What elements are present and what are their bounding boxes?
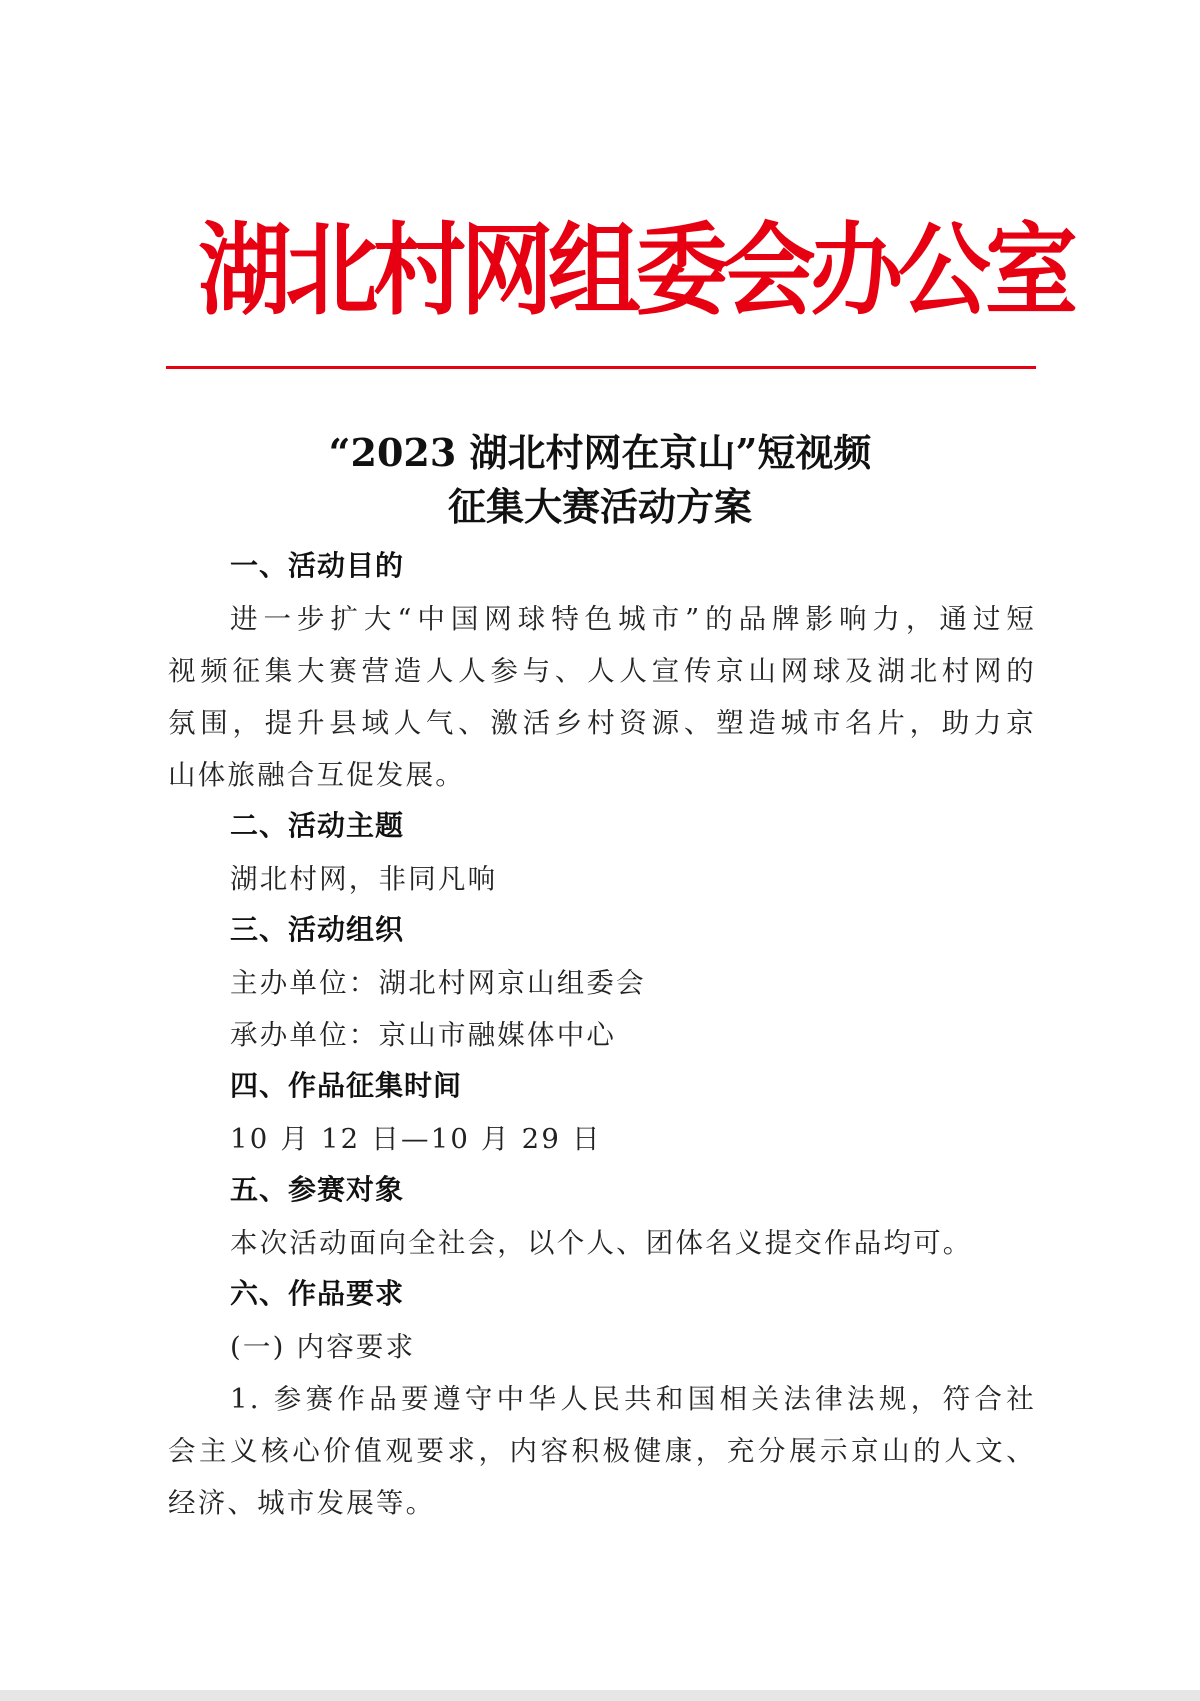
paragraph-line: 会主义核心价值观要求，内容积极健康，充分展示京山的人文、 [168, 1435, 1036, 1467]
section-heading-purpose: 一、活动目的 [230, 549, 405, 582]
paragraph-line: 进一步扩大“中国网球特色城市”的品牌影响力，通过短 [230, 603, 1036, 635]
paragraph-line: 经济、城市发展等。 [168, 1487, 436, 1519]
section-heading-collection-time: 四、作品征集时间 [230, 1069, 463, 1102]
paragraph-line: 承办单位：京山市融媒体中心 [230, 1019, 617, 1051]
section-heading-participants: 五、参赛对象 [230, 1173, 405, 1206]
paragraph-line: 主办单位：湖北村网京山组委会 [230, 967, 646, 999]
paragraph-line: 湖北村网，非同凡响 [230, 863, 498, 895]
document-title-line-1: “2023 湖北村网在京山”短视频 [328, 430, 872, 475]
section-heading-requirements: 六、作品要求 [230, 1277, 405, 1310]
paragraph-line: 本次活动面向全社会，以个人、团体名义提交作品均可。 [230, 1227, 973, 1259]
page-bottom-edge [0, 1690, 1200, 1701]
paragraph-line: 氛围，提升县域人气、激活乡村资源、塑造城市名片，助力京 [168, 707, 1036, 739]
paragraph-line: 10 月 12 日—10 月 29 日 [230, 1123, 602, 1155]
masthead-divider [166, 366, 1036, 369]
section-heading-organization: 三、活动组织 [230, 913, 405, 946]
paragraph-line: (一) 内容要求 [230, 1331, 416, 1363]
paragraph-line: 1. 参赛作品要遵守中华人民共和国相关法律法规，符合社 [230, 1383, 1036, 1415]
paragraph-line: 山体旅融合互促发展。 [168, 759, 465, 791]
paragraph-line: 视频征集大赛营造人人参与、人人宣传京山网球及湖北村网的 [168, 655, 1036, 687]
section-heading-theme: 二、活动主题 [230, 809, 405, 842]
masthead-title: 湖北村网组委会办公室 [198, 211, 1073, 329]
document-title-line-2: 征集大赛活动方案 [447, 484, 752, 529]
